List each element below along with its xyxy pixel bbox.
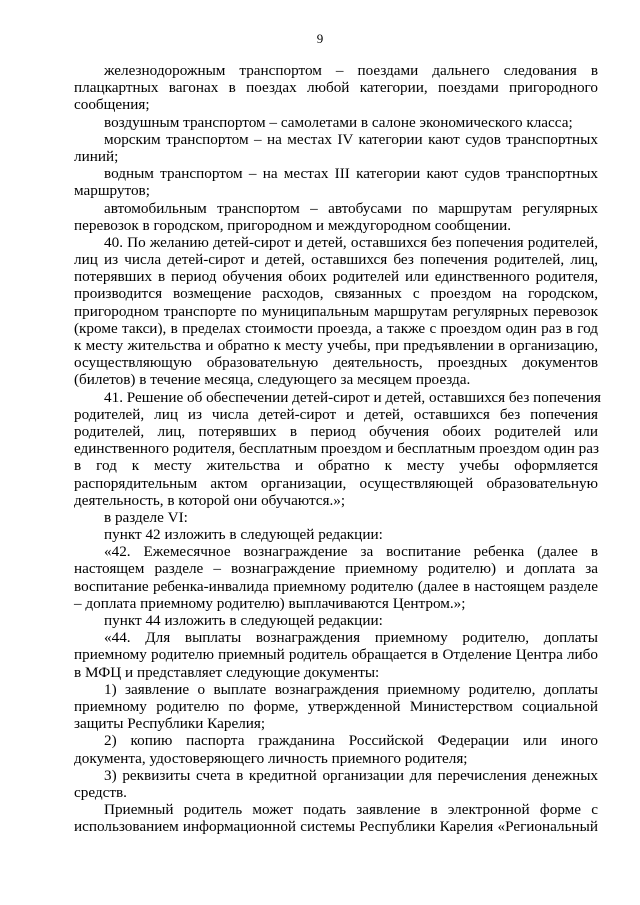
- text-line: воспитание ребенка-инвалида приемному родителю (далее в настоящем разделе: [74, 577, 598, 595]
- text-line: плацкартных вагонах в поездах любой категории, поездами пригородного: [74, 79, 598, 97]
- text-line: маршрутов;: [74, 182, 150, 200]
- text-line: воздушным транспортом – самолетами в салоне экономического класса;: [104, 113, 573, 131]
- text-line: в год к месту жительства и обратно к месту учебы оформляется: [74, 457, 598, 475]
- text-line: 1) заявление о выплате вознаграждения приемному родителю, доплаты: [104, 680, 598, 698]
- text-line: единственного родителя, бесплатным проездом и бесплатным проездом один раз: [74, 440, 599, 458]
- text-line: приемному родителю приемный родитель обращается в Отделение Центра либо: [74, 646, 598, 664]
- text-line: пункт 44 изложить в следующей редакции:: [104, 612, 383, 629]
- text-line: – доплата приемному родителю) выплачиваются Центром.»;: [74, 594, 466, 612]
- text-line: пункт 42 изложить в следующей редакции:: [104, 526, 383, 544]
- text-line: «44. Для выплаты вознаграждения приемному родителю, доплаты: [104, 629, 598, 647]
- text-line: «42. Ежемесячное вознаграждение за воспитание ребенка (далее в: [104, 543, 598, 561]
- text-line: защиты Республики Карелия;: [74, 715, 266, 733]
- text-line: средств.: [74, 783, 127, 801]
- text-line: перевозок в городском, пригородном и междугородном сообщении.: [74, 216, 512, 234]
- text-line: 41. Решение об обеспечении детей-сирот и детей, оставшихся без попечения: [104, 388, 601, 406]
- text-line: к месту жительства и обратно к месту учебы, при предъявлении в организацию,: [74, 337, 598, 354]
- text-line: деятельность, в которой они обучаются.»;: [74, 491, 346, 509]
- text-line: железнодорожным транспортом – поездами дальнего следования в: [104, 62, 598, 79]
- text-line: (кроме такси), в пределах стоимости проезда, а также с проездом один раз в год: [74, 319, 598, 337]
- text-line: родителей, лиц из числа детей-сирот и детей, оставшихся без попечения: [74, 405, 598, 423]
- text-line: использованием информационной системы Республики Карелия «Региональный: [74, 818, 598, 836]
- text-line: 3) реквизиты счета в кредитной организации для перечисления денежных: [104, 766, 598, 784]
- text-line: (билетов) в течение месяца, следующего за месяцем проезда.: [74, 371, 471, 389]
- text-line: пригородном транспорте по муниципальным маршрутам регулярных перевозок: [74, 302, 598, 320]
- page-number: 9: [316, 31, 324, 46]
- text-line: линий;: [74, 147, 119, 165]
- text-line: родителей, лиц, потерявших в период обучения обоих родителей или: [74, 422, 598, 440]
- text-line: настоящем разделе – вознаграждение приемному родителю) и доплата за: [74, 560, 598, 578]
- text-line: 2) копию паспорта гражданина Российской Федерации или иного: [104, 732, 598, 750]
- text-line: потерявших в период обучения обоих родителей или единственного родителя,: [74, 268, 598, 286]
- text-line: сообщения;: [74, 96, 150, 114]
- text-line: документа, удостоверяющего личность приемного родителя;: [74, 749, 468, 767]
- text-line: Приемный родитель может подать заявление в электронной форме с: [104, 801, 598, 819]
- text-line: автомобильным транспортом – автобусами по маршрутам регулярных: [104, 199, 598, 217]
- text-line: приемному родителю по форме, утвержденной Министерством социальной: [74, 697, 598, 715]
- text-line: распорядительным актом организации, осуществляющей образовательную: [74, 474, 598, 492]
- text-line: лиц из числа детей-сирот и детей, оставшихся без попечения родителей, лиц,: [74, 251, 598, 269]
- text-line: морским транспортом – на местах IV категории кают судов транспортных: [104, 130, 598, 148]
- text-line: производится возмещение расходов, связанных с проездом на городском,: [74, 285, 598, 303]
- text-line: осуществляющую образовательную деятельность, проездных документов: [74, 354, 598, 372]
- text-line: 40. По желанию детей-сирот и детей, оставшихся без попечения родителей,: [104, 233, 598, 251]
- text-line: водным транспортом – на местах III категории кают судов транспортных: [104, 165, 598, 183]
- body-text: [74, 62, 601, 836]
- text-line: в разделе VI:: [104, 508, 188, 526]
- text-line: в МФЦ и представляет следующие документы:: [74, 663, 380, 681]
